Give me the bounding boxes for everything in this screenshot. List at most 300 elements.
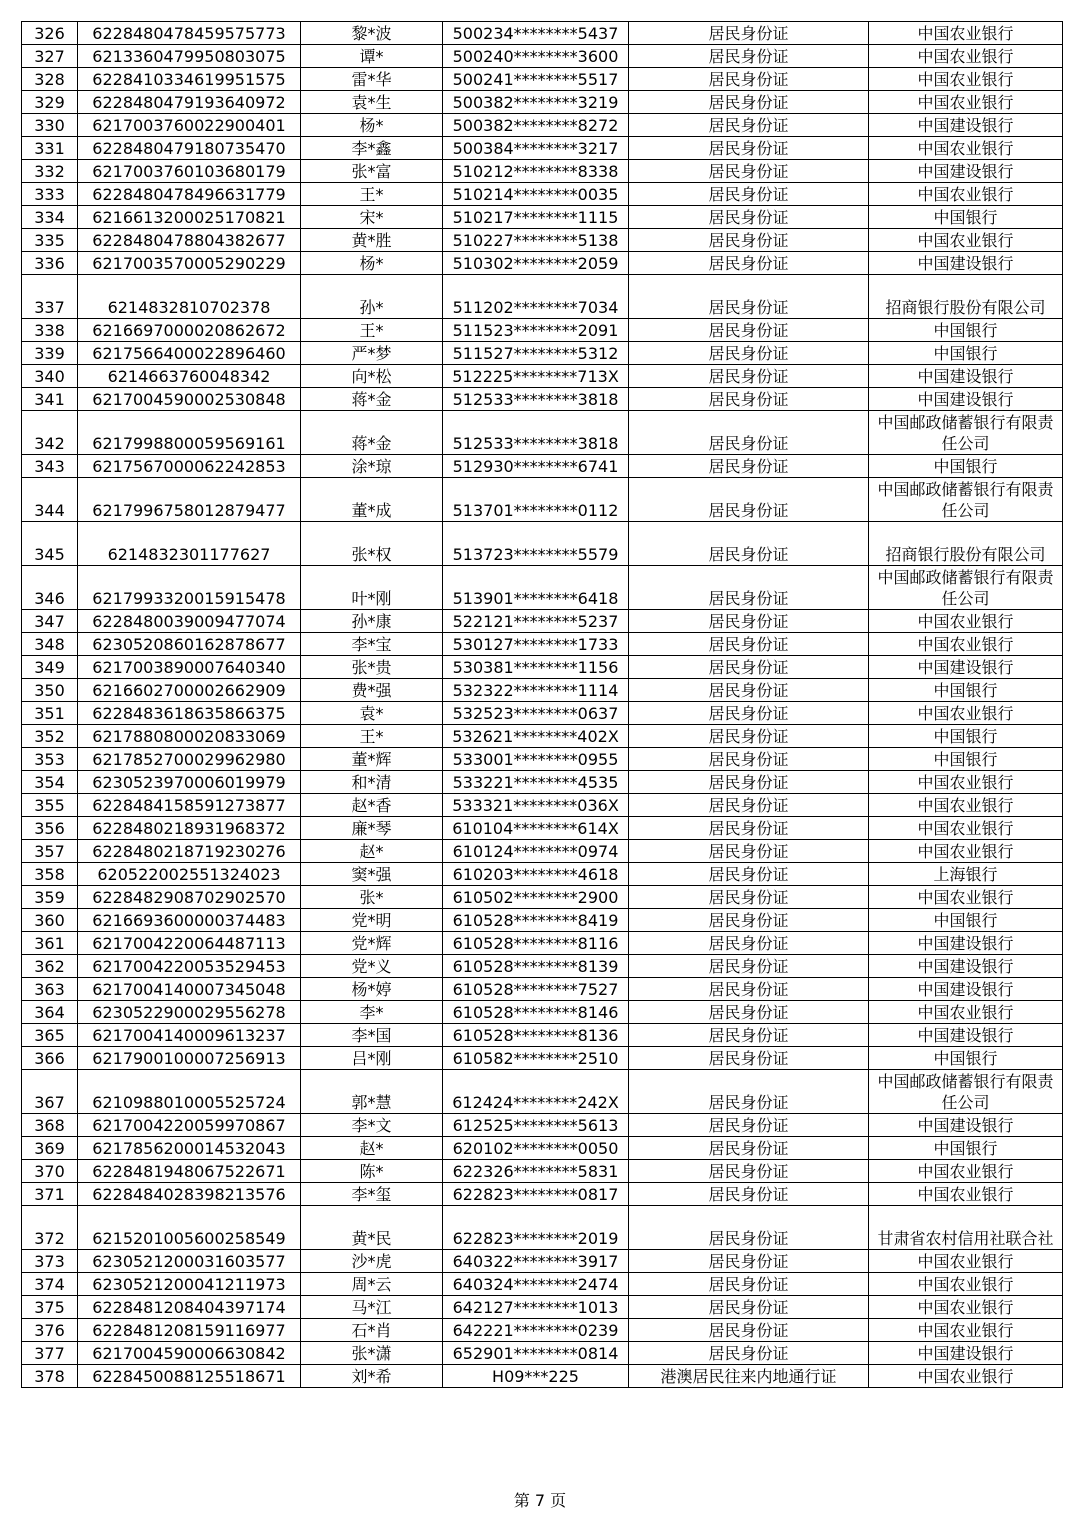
name-cell: 党*义 xyxy=(301,955,443,978)
row-number-cell: 375 xyxy=(22,1296,78,1319)
table-row xyxy=(22,771,1063,794)
table-row xyxy=(22,886,1063,909)
card-number-cell: 620522002551324023 xyxy=(78,863,301,886)
name-cell: 沙*虎 xyxy=(301,1250,443,1273)
table-row xyxy=(22,978,1063,1001)
id-type-cell: 居民身份证 xyxy=(629,840,869,863)
row-number-cell: 373 xyxy=(22,1250,78,1273)
card-number-cell: 6228481948067522671 xyxy=(78,1160,301,1183)
card-number-cell: 6214832810702378 xyxy=(78,275,301,319)
id-type-cell: 港澳居民往来内地通行证 xyxy=(629,1365,869,1388)
id-type-cell: 居民身份证 xyxy=(629,365,869,388)
table-row xyxy=(22,863,1063,886)
id-type-cell: 居民身份证 xyxy=(629,886,869,909)
id-number-cell: 652901********0814 xyxy=(443,1342,629,1365)
name-cell: 赵*香 xyxy=(301,794,443,817)
table-row xyxy=(22,955,1063,978)
card-number-cell: 6230521200031603577 xyxy=(78,1250,301,1273)
id-type-cell: 居民身份证 xyxy=(629,1160,869,1183)
bank-name-cell: 中国建设银行 xyxy=(869,365,1063,388)
table-row xyxy=(22,566,1063,610)
id-type-cell: 居民身份证 xyxy=(629,275,869,319)
row-number-cell: 359 xyxy=(22,886,78,909)
bank-name-cell: 中国建设银行 xyxy=(869,1342,1063,1365)
card-number-cell: 6228410334619951575 xyxy=(78,68,301,91)
bank-name-cell: 中国农业银行 xyxy=(869,1273,1063,1296)
table-row xyxy=(22,1047,1063,1070)
bank-name-cell: 中国农业银行 xyxy=(869,137,1063,160)
name-cell: 周*云 xyxy=(301,1273,443,1296)
id-number-cell: 500382********3219 xyxy=(443,91,629,114)
records-table xyxy=(21,21,1063,1388)
bank-name-cell: 中国农业银行 xyxy=(869,1183,1063,1206)
name-cell: 党*明 xyxy=(301,909,443,932)
row-number-cell: 364 xyxy=(22,1001,78,1024)
name-cell: 严*梦 xyxy=(301,342,443,365)
table-row xyxy=(22,909,1063,932)
name-cell: 杨*婷 xyxy=(301,978,443,1001)
id-type-cell: 居民身份证 xyxy=(629,909,869,932)
name-cell: 张*富 xyxy=(301,160,443,183)
table-row xyxy=(22,1250,1063,1273)
row-number-cell: 336 xyxy=(22,252,78,275)
id-number-cell: 511202********7034 xyxy=(443,275,629,319)
row-number-cell: 377 xyxy=(22,1342,78,1365)
name-cell: 吕*刚 xyxy=(301,1047,443,1070)
bank-name-cell: 上海银行 xyxy=(869,863,1063,886)
table-row xyxy=(22,702,1063,725)
row-number-cell: 358 xyxy=(22,863,78,886)
row-number-cell: 376 xyxy=(22,1319,78,1342)
table-row xyxy=(22,1070,1063,1114)
card-number-cell: 6228482908702902570 xyxy=(78,886,301,909)
bank-name-cell: 中国农业银行 xyxy=(869,886,1063,909)
card-number-cell: 6228450088125518671 xyxy=(78,1365,301,1388)
id-type-cell: 居民身份证 xyxy=(629,610,869,633)
bank-name-cell: 中国银行 xyxy=(869,206,1063,229)
name-cell: 赵* xyxy=(301,1137,443,1160)
card-number-cell: 6228480039009477074 xyxy=(78,610,301,633)
card-number-cell: 6217004220059970867 xyxy=(78,1114,301,1137)
row-number-cell: 351 xyxy=(22,702,78,725)
table-row xyxy=(22,68,1063,91)
row-number-cell: 333 xyxy=(22,183,78,206)
card-number-cell: 6217998800059569161 xyxy=(78,411,301,455)
row-number-cell: 330 xyxy=(22,114,78,137)
id-number-cell: 512225********713X xyxy=(443,365,629,388)
row-number-cell: 354 xyxy=(22,771,78,794)
id-number-cell: 610124********0974 xyxy=(443,840,629,863)
id-number-cell: 510217********1115 xyxy=(443,206,629,229)
card-number-cell: 6217004590002530848 xyxy=(78,388,301,411)
id-number-cell: 610528********7527 xyxy=(443,978,629,1001)
table-row xyxy=(22,388,1063,411)
table-row xyxy=(22,1296,1063,1319)
bank-name-cell: 中国银行 xyxy=(869,909,1063,932)
card-number-cell: 6217004220064487113 xyxy=(78,932,301,955)
row-number-cell: 341 xyxy=(22,388,78,411)
bank-name-cell: 中国银行 xyxy=(869,748,1063,771)
id-number-cell: 610502********2900 xyxy=(443,886,629,909)
card-number-cell: 6230520860162878677 xyxy=(78,633,301,656)
id-type-cell: 居民身份证 xyxy=(629,702,869,725)
card-number-cell: 6216602700002662909 xyxy=(78,679,301,702)
name-cell: 郭*慧 xyxy=(301,1070,443,1114)
table-row xyxy=(22,522,1063,566)
id-number-cell: 610528********8116 xyxy=(443,932,629,955)
card-number-cell: 6228484158591273877 xyxy=(78,794,301,817)
bank-name-cell: 中国农业银行 xyxy=(869,1319,1063,1342)
row-number-cell: 361 xyxy=(22,932,78,955)
bank-name-cell: 中国农业银行 xyxy=(869,794,1063,817)
id-type-cell: 居民身份证 xyxy=(629,114,869,137)
name-cell: 谭* xyxy=(301,45,443,68)
card-number-cell: 6217003760103680179 xyxy=(78,160,301,183)
bank-name-cell: 中国农业银行 xyxy=(869,771,1063,794)
id-number-cell: 500384********3217 xyxy=(443,137,629,160)
table-row xyxy=(22,1365,1063,1388)
row-number-cell: 345 xyxy=(22,522,78,566)
name-cell: 董*成 xyxy=(301,478,443,522)
card-number-cell: 6217004140007345048 xyxy=(78,978,301,1001)
bank-name-cell: 中国农业银行 xyxy=(869,840,1063,863)
table-row xyxy=(22,365,1063,388)
id-type-cell: 居民身份证 xyxy=(629,411,869,455)
table-row xyxy=(22,137,1063,160)
name-cell: 和*清 xyxy=(301,771,443,794)
id-number-cell: 511527********5312 xyxy=(443,342,629,365)
card-number-cell: 6217880800020833069 xyxy=(78,725,301,748)
id-number-cell: 610528********8419 xyxy=(443,909,629,932)
row-number-cell: 337 xyxy=(22,275,78,319)
table-row xyxy=(22,455,1063,478)
table-row xyxy=(22,252,1063,275)
id-type-cell: 居民身份证 xyxy=(629,1114,869,1137)
card-number-cell: 6217003890007640340 xyxy=(78,656,301,679)
card-number-cell: 6217852700029962980 xyxy=(78,748,301,771)
row-number-cell: 356 xyxy=(22,817,78,840)
card-number-cell: 6214663760048342 xyxy=(78,365,301,388)
bank-name-cell: 中国建设银行 xyxy=(869,160,1063,183)
id-number-cell: 500240********3600 xyxy=(443,45,629,68)
card-number-cell: 6216693600000374483 xyxy=(78,909,301,932)
table-row xyxy=(22,840,1063,863)
row-number-cell: 357 xyxy=(22,840,78,863)
id-type-cell: 居民身份证 xyxy=(629,1183,869,1206)
id-number-cell: 532322********1114 xyxy=(443,679,629,702)
id-type-cell: 居民身份证 xyxy=(629,68,869,91)
card-number-cell: 6228480478496631779 xyxy=(78,183,301,206)
row-number-cell: 350 xyxy=(22,679,78,702)
table-row xyxy=(22,1024,1063,1047)
row-number-cell: 338 xyxy=(22,319,78,342)
table-row xyxy=(22,114,1063,137)
id-type-cell: 居民身份证 xyxy=(629,748,869,771)
id-number-cell: 532523********0637 xyxy=(443,702,629,725)
card-number-cell: 6215201005600258549 xyxy=(78,1206,301,1250)
bank-name-cell: 中国邮政储蓄银行有限责任公司 xyxy=(869,1070,1063,1114)
table-row xyxy=(22,1137,1063,1160)
name-cell: 袁* xyxy=(301,702,443,725)
row-number-cell: 329 xyxy=(22,91,78,114)
id-type-cell: 居民身份证 xyxy=(629,229,869,252)
card-number-cell: 6217567000062242853 xyxy=(78,455,301,478)
card-number-cell: 6216613200025170821 xyxy=(78,206,301,229)
row-number-cell: 372 xyxy=(22,1206,78,1250)
name-cell: 叶*刚 xyxy=(301,566,443,610)
card-number-cell: 6217900100007256913 xyxy=(78,1047,301,1070)
row-number-cell: 368 xyxy=(22,1114,78,1137)
id-number-cell: 510212********8338 xyxy=(443,160,629,183)
name-cell: 张* xyxy=(301,886,443,909)
name-cell: 石*肖 xyxy=(301,1319,443,1342)
card-number-cell: 6217004220053529453 xyxy=(78,955,301,978)
name-cell: 窦*强 xyxy=(301,863,443,886)
id-type-cell: 居民身份证 xyxy=(629,1250,869,1273)
bank-name-cell: 中国银行 xyxy=(869,1137,1063,1160)
id-type-cell: 居民身份证 xyxy=(629,794,869,817)
id-number-cell: 610528********8146 xyxy=(443,1001,629,1024)
id-type-cell: 居民身份证 xyxy=(629,1319,869,1342)
id-number-cell: 533321********036X xyxy=(443,794,629,817)
row-number-cell: 355 xyxy=(22,794,78,817)
card-number-cell: 6217004590006630842 xyxy=(78,1342,301,1365)
bank-name-cell: 中国农业银行 xyxy=(869,68,1063,91)
card-number-cell: 6213360479950803075 xyxy=(78,45,301,68)
name-cell: 向*松 xyxy=(301,365,443,388)
table-row xyxy=(22,478,1063,522)
card-number-cell: 6228484028398213576 xyxy=(78,1183,301,1206)
id-type-cell: 居民身份证 xyxy=(629,319,869,342)
bank-name-cell: 中国农业银行 xyxy=(869,1296,1063,1319)
id-type-cell: 居民身份证 xyxy=(629,455,869,478)
id-type-cell: 居民身份证 xyxy=(629,932,869,955)
id-number-cell: 510302********2059 xyxy=(443,252,629,275)
id-number-cell: 513723********5579 xyxy=(443,522,629,566)
table-row xyxy=(22,91,1063,114)
id-type-cell: 居民身份证 xyxy=(629,633,869,656)
id-type-cell: 居民身份证 xyxy=(629,160,869,183)
row-number-cell: 346 xyxy=(22,566,78,610)
card-number-cell: 6228481208159116977 xyxy=(78,1319,301,1342)
id-number-cell: 642127********1013 xyxy=(443,1296,629,1319)
card-number-cell: 6217003760022900401 xyxy=(78,114,301,137)
bank-name-cell: 中国银行 xyxy=(869,679,1063,702)
row-number-cell: 370 xyxy=(22,1160,78,1183)
id-number-cell: 642221********0239 xyxy=(443,1319,629,1342)
row-number-cell: 371 xyxy=(22,1183,78,1206)
id-number-cell: 610582********2510 xyxy=(443,1047,629,1070)
bank-name-cell: 中国农业银行 xyxy=(869,45,1063,68)
id-type-cell: 居民身份证 xyxy=(629,955,869,978)
bank-name-cell: 中国邮政储蓄银行有限责任公司 xyxy=(869,411,1063,455)
id-type-cell: 居民身份证 xyxy=(629,566,869,610)
row-number-cell: 327 xyxy=(22,45,78,68)
card-number-cell: 6228480479193640972 xyxy=(78,91,301,114)
bank-name-cell: 中国银行 xyxy=(869,1047,1063,1070)
name-cell: 蒋*金 xyxy=(301,411,443,455)
table-row xyxy=(22,1273,1063,1296)
row-number-cell: 360 xyxy=(22,909,78,932)
bank-name-cell: 中国农业银行 xyxy=(869,1160,1063,1183)
table-row xyxy=(22,817,1063,840)
id-type-cell: 居民身份证 xyxy=(629,1206,869,1250)
id-number-cell: 512533********3818 xyxy=(443,411,629,455)
bank-name-cell: 中国建设银行 xyxy=(869,955,1063,978)
table-row xyxy=(22,22,1063,45)
bank-name-cell: 中国农业银行 xyxy=(869,702,1063,725)
row-number-cell: 332 xyxy=(22,160,78,183)
table-row xyxy=(22,160,1063,183)
name-cell: 董*辉 xyxy=(301,748,443,771)
id-type-cell: 居民身份证 xyxy=(629,817,869,840)
table-row xyxy=(22,275,1063,319)
row-number-cell: 331 xyxy=(22,137,78,160)
id-number-cell: H09***225 xyxy=(443,1365,629,1388)
bank-name-cell: 中国农业银行 xyxy=(869,1001,1063,1024)
name-cell: 李* xyxy=(301,1001,443,1024)
id-number-cell: 530127********1733 xyxy=(443,633,629,656)
id-number-cell: 622326********5831 xyxy=(443,1160,629,1183)
card-number-cell: 6210988010005525724 xyxy=(78,1070,301,1114)
name-cell: 李*宝 xyxy=(301,633,443,656)
id-number-cell: 532621********402X xyxy=(443,725,629,748)
id-number-cell: 620102********0050 xyxy=(443,1137,629,1160)
id-number-cell: 530381********1156 xyxy=(443,656,629,679)
card-number-cell: 6217856200014532043 xyxy=(78,1137,301,1160)
table-row xyxy=(22,610,1063,633)
name-cell: 张*贵 xyxy=(301,656,443,679)
name-cell: 党*辉 xyxy=(301,932,443,955)
id-number-cell: 513901********6418 xyxy=(443,566,629,610)
id-number-cell: 510214********0035 xyxy=(443,183,629,206)
card-number-cell: 6228480218719230276 xyxy=(78,840,301,863)
row-number-cell: 340 xyxy=(22,365,78,388)
table-row xyxy=(22,45,1063,68)
card-number-cell: 6230521200041211973 xyxy=(78,1273,301,1296)
bank-name-cell: 中国建设银行 xyxy=(869,1114,1063,1137)
bank-name-cell: 中国农业银行 xyxy=(869,1365,1063,1388)
row-number-cell: 366 xyxy=(22,1047,78,1070)
name-cell: 廉*琴 xyxy=(301,817,443,840)
table-row xyxy=(22,206,1063,229)
id-type-cell: 居民身份证 xyxy=(629,45,869,68)
name-cell: 陈* xyxy=(301,1160,443,1183)
name-cell: 李*鑫 xyxy=(301,137,443,160)
name-cell: 杨* xyxy=(301,252,443,275)
name-cell: 黄*胜 xyxy=(301,229,443,252)
row-number-cell: 378 xyxy=(22,1365,78,1388)
id-number-cell: 612424********242X xyxy=(443,1070,629,1114)
records-table-body xyxy=(22,22,1063,1388)
card-number-cell: 6228480478459575773 xyxy=(78,22,301,45)
table-row xyxy=(22,1160,1063,1183)
bank-name-cell: 中国建设银行 xyxy=(869,1024,1063,1047)
id-type-cell: 居民身份证 xyxy=(629,252,869,275)
id-type-cell: 居民身份证 xyxy=(629,771,869,794)
card-number-cell: 6228483618635866375 xyxy=(78,702,301,725)
table-row xyxy=(22,679,1063,702)
row-number-cell: 334 xyxy=(22,206,78,229)
table-row xyxy=(22,725,1063,748)
row-number-cell: 348 xyxy=(22,633,78,656)
name-cell: 张*潇 xyxy=(301,1342,443,1365)
id-type-cell: 居民身份证 xyxy=(629,1273,869,1296)
bank-name-cell: 中国银行 xyxy=(869,725,1063,748)
bank-name-cell: 招商银行股份有限公司 xyxy=(869,522,1063,566)
id-number-cell: 500382********8272 xyxy=(443,114,629,137)
row-number-cell: 362 xyxy=(22,955,78,978)
row-number-cell: 352 xyxy=(22,725,78,748)
name-cell: 刘*希 xyxy=(301,1365,443,1388)
row-number-cell: 342 xyxy=(22,411,78,455)
id-number-cell: 522121********5237 xyxy=(443,610,629,633)
name-cell: 李*玺 xyxy=(301,1183,443,1206)
bank-name-cell: 中国建设银行 xyxy=(869,656,1063,679)
id-number-cell: 622823********0817 xyxy=(443,1183,629,1206)
id-number-cell: 640322********3917 xyxy=(443,1250,629,1273)
id-number-cell: 610104********614X xyxy=(443,817,629,840)
name-cell: 李*国 xyxy=(301,1024,443,1047)
id-type-cell: 居民身份证 xyxy=(629,1342,869,1365)
card-number-cell: 6217996758012879477 xyxy=(78,478,301,522)
table-row xyxy=(22,1319,1063,1342)
row-number-cell: 363 xyxy=(22,978,78,1001)
bank-name-cell: 招商银行股份有限公司 xyxy=(869,275,1063,319)
id-type-cell: 居民身份证 xyxy=(629,478,869,522)
row-number-cell: 326 xyxy=(22,22,78,45)
bank-name-cell: 中国农业银行 xyxy=(869,229,1063,252)
table-row xyxy=(22,794,1063,817)
id-type-cell: 居民身份证 xyxy=(629,388,869,411)
table-row xyxy=(22,932,1063,955)
row-number-cell: 347 xyxy=(22,610,78,633)
bank-name-cell: 中国建设银行 xyxy=(869,978,1063,1001)
name-cell: 王* xyxy=(301,319,443,342)
bank-name-cell: 中国邮政储蓄银行有限责任公司 xyxy=(869,566,1063,610)
row-number-cell: 353 xyxy=(22,748,78,771)
table-row xyxy=(22,1183,1063,1206)
table-row xyxy=(22,748,1063,771)
id-number-cell: 533221********4535 xyxy=(443,771,629,794)
bank-name-cell: 中国农业银行 xyxy=(869,183,1063,206)
name-cell: 雷*华 xyxy=(301,68,443,91)
bank-name-cell: 中国建设银行 xyxy=(869,932,1063,955)
table-row xyxy=(22,1001,1063,1024)
id-type-cell: 居民身份证 xyxy=(629,978,869,1001)
table-row xyxy=(22,229,1063,252)
card-number-cell: 6217993320015915478 xyxy=(78,566,301,610)
bank-name-cell: 中国农业银行 xyxy=(869,610,1063,633)
table-row xyxy=(22,1114,1063,1137)
id-number-cell: 500234********5437 xyxy=(443,22,629,45)
card-number-cell: 6230522900029556278 xyxy=(78,1001,301,1024)
bank-name-cell: 中国建设银行 xyxy=(869,252,1063,275)
id-number-cell: 612525********5613 xyxy=(443,1114,629,1137)
name-cell: 费*强 xyxy=(301,679,443,702)
name-cell: 马*江 xyxy=(301,1296,443,1319)
table-row xyxy=(22,1206,1063,1250)
bank-name-cell: 中国农业银行 xyxy=(869,1250,1063,1273)
card-number-cell: 6217566400022896460 xyxy=(78,342,301,365)
table-row xyxy=(22,342,1063,365)
id-type-cell: 居民身份证 xyxy=(629,1047,869,1070)
name-cell: 宋* xyxy=(301,206,443,229)
row-number-cell: 343 xyxy=(22,455,78,478)
row-number-cell: 328 xyxy=(22,68,78,91)
row-number-cell: 367 xyxy=(22,1070,78,1114)
name-cell: 王* xyxy=(301,725,443,748)
